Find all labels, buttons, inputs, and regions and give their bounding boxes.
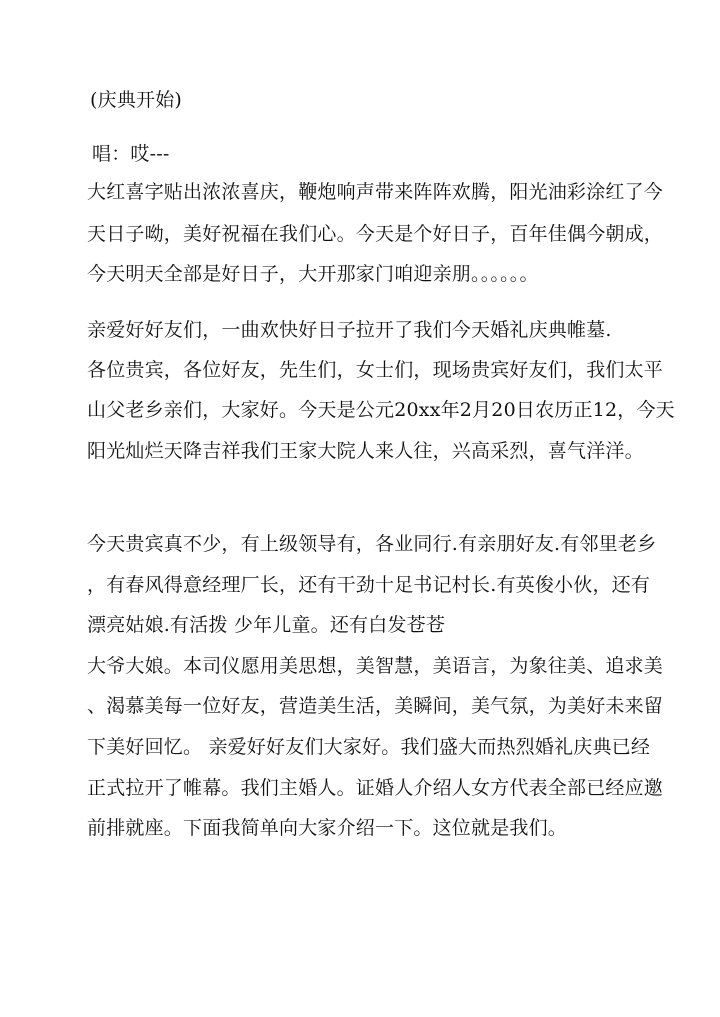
paragraph-line: 大红喜字贴出浓浓喜庆，鞭炮响声带来阵阵欢腾，阳光油彩涂红了今 [87,181,664,203]
paragraph-line: 前排就座。下面我简单向大家介绍一下。这位就是我们。 [87,817,568,839]
paragraph-line: 下美好回忆。 亲爱好好友们大家好。我们盛大而热烈婚礼庆典已经 [87,736,651,758]
paragraph-line: ，有春风得意经理厂长，还有干劲十足书记村长.有英俊小伙，还有 [87,574,651,596]
sing-line: 唱：哎--- [92,143,170,165]
paragraph-line: 正式拉开了帷幕。我们主婚人。证婚人介绍人女方代表全部已经应邀 [87,777,664,799]
paragraph-line: 今天贵宾真不少，有上级领导有，各业同行.有亲朋好友.有邻里老乡 [87,533,657,555]
paragraph-line: 各位贵宾，各位好友，先生们，女士们，现场贵宾好友们，我们太平 [87,359,664,381]
paragraph-line: 大爷大娘。本司仪愿用美思想，美智慧，美语言，为象往美、追求美 [87,655,664,677]
paragraph-line: 阳光灿烂天降吉祥我们王家大院人来人往，兴高采烈，喜气洋洋。 [87,440,644,462]
paragraph-line: 山父老乡亲们，大家好。今天是公元20xx年2月20日农历正12，今天 [87,399,675,421]
paragraph-line: 亲爱好好友们，一曲欢快好日子拉开了我们今天婚礼庆典帷墓. [87,319,612,341]
paragraph-line: 、渴慕美每一位好友，营造美生活，美瞬间，美气氛，为美好未来留 [87,695,664,717]
paragraph-line: 今天明天全部是好日子，大开那家门咱迎亲朋。。。。。。 [87,263,539,285]
paragraph-line: 漂亮姑娘.有活拨 少年儿童。还有白发苍苍 [87,614,446,636]
ceremony-heading: (庆典开始) [90,89,183,111]
paragraph-line: 天日子呦，美好祝福在我们心。今天是个好日子，百年佳偶今朝成， [87,223,664,245]
